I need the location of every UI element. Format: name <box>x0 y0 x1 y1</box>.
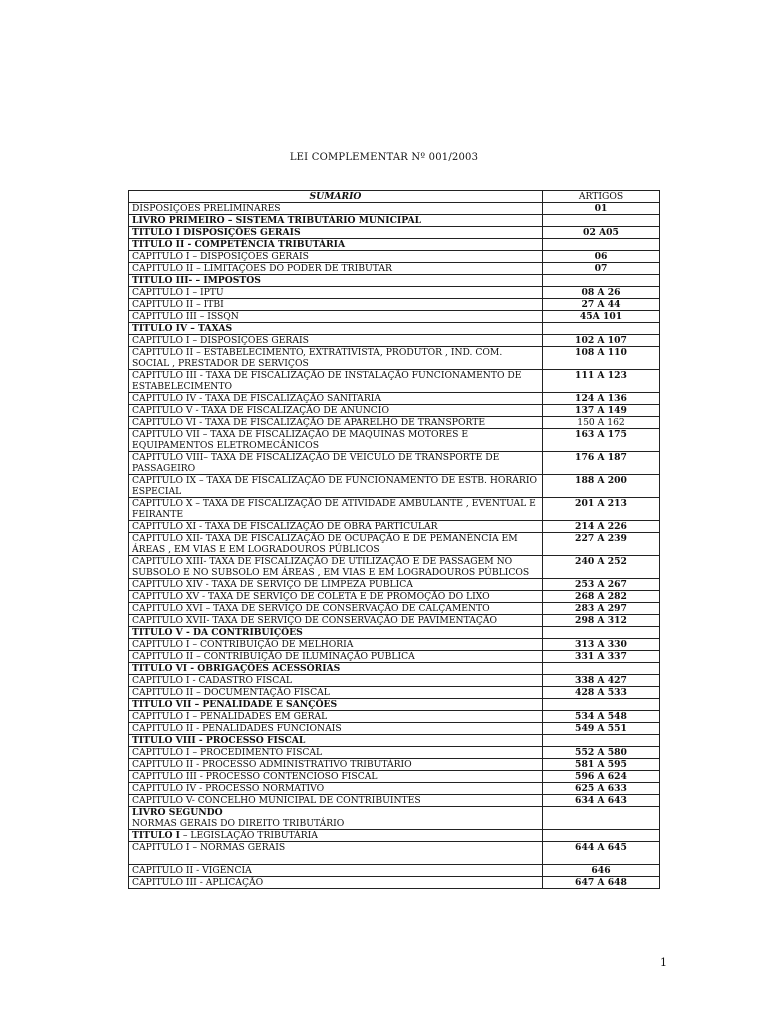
row-description: CAPITULO III - TAXA DE FISCALIZAÇÃO DE INSTALAÇÃO FUNCIONAMENTO DE ESTABELECIMENTO <box>129 370 543 393</box>
row-description <box>129 830 543 842</box>
row-articles: 102 A 107 <box>543 335 660 347</box>
row-description: CAPITULO IX – TAXA DE FISCALIZAÇÃO DE FUNCIONAMENTO DE ESTB. HORÁRIO ESPECIAL <box>129 475 543 498</box>
table-row <box>129 830 660 842</box>
table-row <box>129 370 660 393</box>
row-articles <box>543 735 660 747</box>
table-row <box>129 429 660 452</box>
row-description: CAPITULO XVII- TAXA DE SERVIÇO DE CONSERVAÇÃO DE PAVIMENTAÇÃO <box>129 615 543 627</box>
row-description: CAPITULO XIV - TAXA DE SERVIÇO DE LIMPEZA PUBLICA <box>129 579 543 591</box>
row-articles: 596 A 624 <box>543 771 660 783</box>
table-row <box>129 842 660 865</box>
row-description: CAPITULO III - PROCESSO CONTENCIOSO FISCAL <box>129 771 543 783</box>
row-articles: 646 <box>543 865 660 877</box>
row-subheading: – LEGISLAÇÃO TRIBUTÁRIA <box>179 830 318 841</box>
table-row <box>129 663 660 675</box>
table-row <box>129 795 660 807</box>
row-articles <box>543 807 660 830</box>
row-articles <box>543 663 660 675</box>
row-description: CAPITULO I – DISPOSIÇÕES GERAIS <box>129 335 543 347</box>
page-number: 1 <box>660 956 667 969</box>
table-row <box>129 675 660 687</box>
table-row <box>129 275 660 287</box>
table-row <box>129 723 660 735</box>
table-row <box>129 203 660 215</box>
table-row <box>129 393 660 405</box>
row-subheading: NORMAS GERAIS DO DIREITO TRIBUTÁRIO <box>132 818 345 829</box>
row-articles <box>543 215 660 227</box>
row-articles <box>543 830 660 842</box>
row-description: TITULO VI - OBRIGAÇÕES ACESSÓRIAS <box>129 663 543 675</box>
row-articles: 552 A 580 <box>543 747 660 759</box>
row-articles: 201 A 213 <box>543 498 660 521</box>
row-articles: 534 A 548 <box>543 711 660 723</box>
row-articles: 240 A 252 <box>543 556 660 579</box>
table-row <box>129 299 660 311</box>
row-description: CAPITULO I – PROCEDIMENTO FISCAL <box>129 747 543 759</box>
row-description: CAPITULO II – LIMITAÇÕES DO PODER DE TRIBUTAR <box>129 263 543 275</box>
row-articles: 647 A 648 <box>543 877 660 889</box>
row-description: CAPITULO I – NORMAS GERAIS <box>129 842 543 865</box>
row-description: TITULO III- – IMPOSTOS <box>129 275 543 287</box>
row-description: CAPITULO V - TAXA DE FISCALIZAÇÃO DE ANUNCIO <box>129 405 543 417</box>
table-row <box>129 452 660 475</box>
row-description: CAPITULO XI - TAXA DE FISCALIZAÇÃO DE OBRA PARTICULAR <box>129 521 543 533</box>
row-description: TITULO V - DA CONTRIBUIÇÕES <box>129 627 543 639</box>
row-articles <box>543 627 660 639</box>
table-row <box>129 747 660 759</box>
row-description: CAPITULO I – DISPOSIÇÕES GERAIS <box>129 251 543 263</box>
row-articles: 581 A 595 <box>543 759 660 771</box>
row-description: CAPITULO II - PENALIDADES FUNCIONAIS <box>129 723 543 735</box>
document-title: LEI COMPLEMENTAR Nº 001/2003 <box>289 152 479 163</box>
summary-table <box>128 190 660 889</box>
table-row <box>129 639 660 651</box>
row-articles: 338 A 427 <box>543 675 660 687</box>
table-row <box>129 335 660 347</box>
row-articles: 283 A 297 <box>543 603 660 615</box>
row-description: CAPITULO II - VIGÊNCIA <box>129 865 543 877</box>
row-description: CAPITULO I - CADASTRO FISCAL <box>129 675 543 687</box>
table-row <box>129 651 660 663</box>
row-articles: 634 A 643 <box>543 795 660 807</box>
row-articles: 644 A 645 <box>543 842 660 865</box>
row-articles: 298 A 312 <box>543 615 660 627</box>
row-articles: 163 A 175 <box>543 429 660 452</box>
table-row <box>129 405 660 417</box>
table-row <box>129 417 660 429</box>
row-description: CAPITULO I – CONTRIBUIÇÃO DE MELHORIA <box>129 639 543 651</box>
row-articles: 150 A 162 <box>543 417 660 429</box>
row-description: CAPITULO IV - TAXA DE FISCALIZAÇÃO SANITARIA <box>129 393 543 405</box>
row-description: CAPITULO I – PENALIDADES EM GERAL <box>129 711 543 723</box>
table-row <box>129 627 660 639</box>
row-description: TITULO II - COMPETÊNCIA TRIBUTÁRIA <box>129 239 543 251</box>
row-articles: 176 A 187 <box>543 452 660 475</box>
table-row <box>129 521 660 533</box>
row-articles: 45A 101 <box>543 311 660 323</box>
row-articles: 214 A 226 <box>543 521 660 533</box>
table-row <box>129 215 660 227</box>
table-row <box>129 807 660 830</box>
table-row <box>129 287 660 299</box>
table-row <box>129 687 660 699</box>
header-sumario: SUMARIO <box>129 191 543 203</box>
row-description: DISPOSIÇÕES PRELIMINARES <box>129 203 543 215</box>
table-row <box>129 227 660 239</box>
table-row <box>129 556 660 579</box>
table-row <box>129 239 660 251</box>
row-articles: 227 A 239 <box>543 533 660 556</box>
row-description: CAPITULO V- CONCELHO MUNICIPAL DE CONTRIBUINTES <box>129 795 543 807</box>
table-row <box>129 251 660 263</box>
table-row <box>129 579 660 591</box>
row-description: TITULO VIII - PROCESSO FISCAL <box>129 735 543 747</box>
row-description: CAPITULO XV - TAXA DE SERVIÇO DE COLETA E DE PROMOÇÃO DO LIXO <box>129 591 543 603</box>
row-description: CAPITULO II – ESTABELECIMENTO, EXTRATIVISTA, PRODUTOR , IND. COM. SOCIAL , PRESTADOR DE SERVIÇOS <box>129 347 543 370</box>
table-row <box>129 699 660 711</box>
row-articles: 08 A 26 <box>543 287 660 299</box>
table-row <box>129 533 660 556</box>
row-articles: 07 <box>543 263 660 275</box>
row-articles <box>543 275 660 287</box>
row-description: TITULO VII – PENALIDADE E SANÇÕES <box>129 699 543 711</box>
row-articles: 27 A 44 <box>543 299 660 311</box>
table-row <box>129 347 660 370</box>
row-description: CAPITULO X – TAXA DE FISCALIZAÇÃO DE ATIVIDADE AMBULANTE , EVENTUAL E FEIRANTE <box>129 498 543 521</box>
row-description: CAPITULO II – ITBI <box>129 299 543 311</box>
row-articles <box>543 239 660 251</box>
row-description: CAPITULO II - PROCESSO ADMINISTRATIVO TRIBUTÁRIO <box>129 759 543 771</box>
row-description: CAPITULO XII- TAXA DE FISCALIZAÇÃO DE OCUPAÇÃO E DE PEMANÊNCIA EM ÁREAS , EM VIAS E EM LOGRADOUROS PÚBLICOS <box>129 533 543 556</box>
row-articles <box>543 323 660 335</box>
table-row <box>129 615 660 627</box>
table-row <box>129 771 660 783</box>
table-row <box>129 711 660 723</box>
row-articles <box>543 699 660 711</box>
row-articles: 137 A 149 <box>543 405 660 417</box>
row-articles: 188 A 200 <box>543 475 660 498</box>
row-heading: LIVRO SEGUNDO <box>132 807 223 818</box>
row-description: CAPITULO II – DOCUMENTAÇÃO FISCAL <box>129 687 543 699</box>
table-row <box>129 475 660 498</box>
table-header-row <box>129 191 660 203</box>
row-articles: 124 A 136 <box>543 393 660 405</box>
row-description: CAPITULO IV - PROCESSO NORMATIVO <box>129 783 543 795</box>
row-description <box>129 807 543 830</box>
table-body <box>129 203 660 889</box>
row-articles: 313 A 330 <box>543 639 660 651</box>
row-description: CAPITULO III - APLICAÇÃO <box>129 877 543 889</box>
row-articles: 01 <box>543 203 660 215</box>
row-description: CAPITULO III – ISSQN <box>129 311 543 323</box>
table-row <box>129 311 660 323</box>
row-articles: 111 A 123 <box>543 370 660 393</box>
row-heading: TITULO I <box>132 830 180 841</box>
row-articles: 428 A 533 <box>543 687 660 699</box>
row-description: CAPITULO I – IPTU <box>129 287 543 299</box>
row-articles: 331 A 337 <box>543 651 660 663</box>
table-row <box>129 877 660 889</box>
row-articles: 268 A 282 <box>543 591 660 603</box>
table-row <box>129 263 660 275</box>
table-row <box>129 783 660 795</box>
table-row <box>129 323 660 335</box>
row-articles: 253 A 267 <box>543 579 660 591</box>
table-row <box>129 759 660 771</box>
row-description: CAPITULO VI - TAXA DE FISCALIZAÇÃO DE APARELHO DE TRANSPORTE <box>129 417 543 429</box>
row-articles: 108 A 110 <box>543 347 660 370</box>
table-row <box>129 865 660 877</box>
row-description: CAPITULO XVI – TAXA DE SERVIÇO DE CONSERVAÇÃO DE CALÇAMENTO <box>129 603 543 615</box>
header-artigos: ARTIGOS <box>543 191 660 203</box>
row-description: TITULO I DISPOSIÇÕES GERAIS <box>129 227 543 239</box>
row-articles: 625 A 633 <box>543 783 660 795</box>
table-row <box>129 498 660 521</box>
row-description: CAPITULO VIII– TAXA DE FISCALIZAÇÃO DE VEICULO DE TRANSPORTE DE PASSAGEIRO <box>129 452 543 475</box>
row-description: LIVRO PRIMEIRO – SISTEMA TRIBUTÁRIO MUNICIPAL <box>129 215 543 227</box>
row-description: CAPITULO XIII- TAXA DE FISCALIZAÇÃO DE UTILIZAÇÃO E DE PASSAGEM NO SUBSOLO E NO SUBSOLO EM ÁREAS , EM VIAS E EM LOGRADOUROS PÚBLICOS <box>129 556 543 579</box>
row-articles: 02 A05 <box>543 227 660 239</box>
row-articles: 06 <box>543 251 660 263</box>
row-description: CAPITULO VII – TAXA DE FISCALIZAÇÃO DE MAQUINAS MOTORES E EQUIPAMENTOS ELETROMECÂNICOS <box>129 429 543 452</box>
row-description: TITULO IV – TAXAS <box>129 323 543 335</box>
table-row <box>129 591 660 603</box>
row-description: CAPITULO II – CONTRIBUIÇÃO DE ILUMINAÇÃO PUBLICA <box>129 651 543 663</box>
row-articles: 549 A 551 <box>543 723 660 735</box>
table-row <box>129 735 660 747</box>
table-row <box>129 603 660 615</box>
